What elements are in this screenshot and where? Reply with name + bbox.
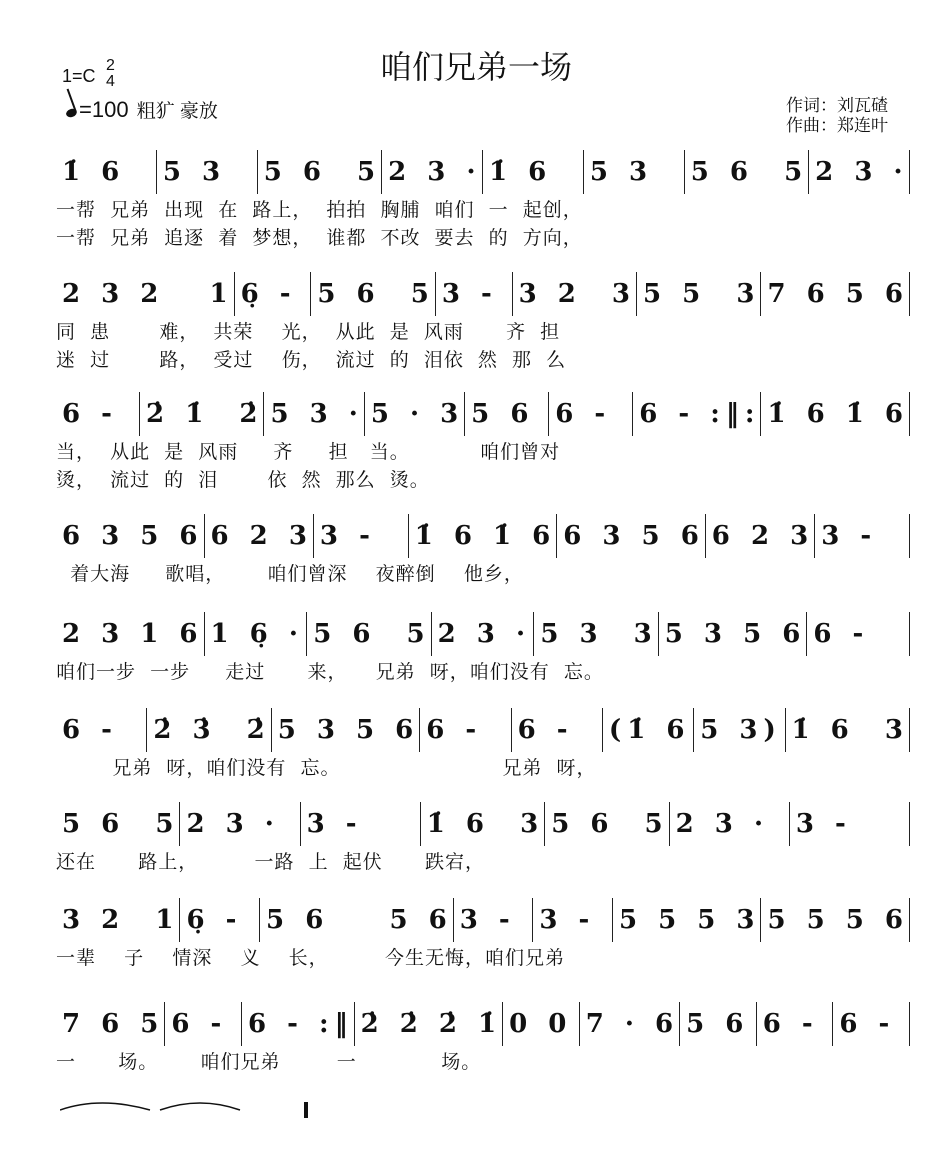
measure: 6 - [833, 1002, 910, 1046]
notes-line [56, 898, 910, 942]
tempo-marking [66, 96, 218, 123]
measure: 7 · 6 [580, 1002, 680, 1046]
measure: 6 - [512, 708, 603, 752]
score-row [56, 514, 910, 586]
measure: 5 6 [465, 392, 549, 436]
measure: 2 3 · [432, 612, 535, 656]
measure: 5 6 5 [685, 150, 809, 194]
measure: 5 3 · [264, 392, 364, 436]
measure: 6 - [757, 1002, 834, 1046]
lyric-line: 兄弟 呀，咱们没有 忘。 兄弟 呀， [56, 757, 597, 779]
measure: 6 - [56, 708, 147, 752]
measure: 2̇ 2̇ 2̇ 1̇ [355, 1002, 504, 1046]
score-row [56, 272, 910, 372]
measure: 3 2 3 [513, 272, 637, 316]
measure: 5 6 [680, 1002, 757, 1046]
measure: 3 - [790, 802, 910, 846]
measure: 3 - [301, 802, 421, 846]
measure: 1̇ 6 1̇ 6 [409, 514, 558, 558]
score-row [56, 708, 910, 780]
score-row [56, 802, 910, 874]
lyric-line: 一辈 子 情深 义 长， 今生无悔，咱们兄弟 [56, 947, 565, 969]
measure: (1̇ 6 [603, 708, 694, 752]
measure: 5 6 5 [258, 150, 382, 194]
measure: 3 - [533, 898, 613, 942]
measure: 5 3 5 6 [272, 708, 421, 752]
measure: 5 · 3 [365, 392, 465, 436]
measure: 3 - [436, 272, 513, 316]
notes-line [56, 272, 910, 316]
lyric-line: 着大海 歌唱， 咱们曾深 夜醉倒 他乡， [56, 563, 524, 585]
measure: 3 2 1 [56, 898, 180, 942]
measure: 3 - [815, 514, 910, 558]
measure: 5 5 5 6 [761, 898, 910, 942]
measure: 2 3 2 1 [56, 272, 235, 316]
measure: 5 3 5 6 [659, 612, 808, 656]
measure: 1̇ 6 3 [786, 708, 910, 752]
measure: 6 3 5 6 [557, 514, 706, 558]
measure: 6 - :‖ [242, 1002, 355, 1046]
quarter-note-icon [65, 107, 78, 118]
measure: 1̇ 6 3 [421, 802, 545, 846]
measure: 6 2 3 [205, 514, 314, 558]
lyric-line: 迷 过 路， 受过 伤， 流过 的 泪依 然 那 么 [56, 349, 567, 371]
measure: 5 6 5 [545, 802, 669, 846]
measure: 6 - [549, 392, 633, 436]
measure: 5 3 [157, 150, 258, 194]
measure: 5 6 5 6 [260, 898, 454, 942]
measure: 2̇ 1̇ 2̇ [140, 392, 264, 436]
measure: 6 - :‖: [633, 392, 761, 436]
time-signature-top: 2 [106, 57, 115, 74]
score-row [56, 392, 910, 492]
measure: 2 3 · [180, 802, 300, 846]
notes-line [56, 392, 910, 436]
lyric-line: 一帮 兄弟 出现 在 路上， 拍拍 胸脯 咱们 一 起创， [56, 199, 583, 221]
measure: 5 3 [584, 150, 685, 194]
measure: 6̣ - [235, 272, 312, 316]
lyric-line: 一 场。 咱们兄弟 一 场。 [56, 1051, 482, 1073]
lyric-line: 同 患 难， 共荣 光， 从此 是 风雨 齐 担 [56, 321, 561, 343]
notes-line [56, 708, 910, 752]
lyric-line: 当， 从此 是 风雨 齐 担 当。 咱们曾对 [56, 441, 561, 463]
measure: 5 3 3 [534, 612, 658, 656]
measure: 1̇ 6 1̇ 6 [761, 392, 910, 436]
measure: 5 3) [694, 708, 785, 752]
measure: 6 3 5 6 [56, 514, 205, 558]
measure: 5 5 3 [637, 272, 761, 316]
measure: 2 3 · [670, 802, 790, 846]
measure: 5 6 5 [56, 802, 180, 846]
song-title: 咱们兄弟一场 [379, 48, 572, 86]
measure: 6 - [56, 392, 140, 436]
cut-off-slurs [60, 1100, 320, 1120]
measure: 1̇ 6 [483, 150, 584, 194]
lyric-line: 烫， 流过 的 泪 依 然 那么 烫。 [56, 469, 430, 491]
measure: 6 - [165, 1002, 242, 1046]
lyric-line: 一帮 兄弟 追逐 着 梦想， 谁都 不改 要去 的 方向， [56, 227, 583, 249]
lyric-line: 咱们一步 一步 走过 来， 兄弟 呀，咱们没有 忘。 [56, 661, 604, 683]
measure: 6 2 3 [706, 514, 815, 558]
score-row [56, 898, 910, 970]
measure: 2 3 1 6 [56, 612, 205, 656]
measure: 1 6̣ · [205, 612, 308, 656]
measure: 6̣ - [180, 898, 260, 942]
measure: 3 - [314, 514, 409, 558]
measure: 1̇ 6 [56, 150, 157, 194]
score-row [56, 1002, 910, 1074]
measure: 6 - [420, 708, 511, 752]
measure: 2 3 · [809, 150, 910, 194]
measure: 3 - [454, 898, 534, 942]
lyricist: 作词：刘瓦碴 [786, 96, 888, 116]
notes-line [56, 1002, 910, 1046]
notes-line [56, 514, 910, 558]
notes-line [56, 612, 910, 656]
measure: 5 6 5 [311, 272, 435, 316]
measure: 7 6 5 6 [761, 272, 910, 316]
score-row [56, 612, 910, 684]
measure: 6 - [807, 612, 910, 656]
notes-line [56, 150, 910, 194]
credits [786, 96, 888, 136]
lyric-line: 还在 路上， 一路 上 起伏 跌宕， [56, 851, 485, 873]
key-signature: 1=C [62, 66, 96, 86]
composer: 作曲：郑连叶 [786, 116, 888, 136]
notes-line [56, 802, 910, 846]
measure: 0 0 [503, 1002, 580, 1046]
score-row [56, 150, 910, 250]
style-marking: 粗犷 豪放 [136, 101, 218, 122]
measure: 2 3 · [382, 150, 483, 194]
measure: 7 6 5 [56, 1002, 165, 1046]
tempo-value: =100 [79, 97, 129, 122]
time-signature-bottom: 4 [106, 73, 115, 90]
measure: 5 6 5 [307, 612, 431, 656]
measure: 2̇ 3̇ 2̇ [147, 708, 271, 752]
time-signature [106, 58, 115, 90]
measure: 5 5 5 3 [613, 898, 762, 942]
